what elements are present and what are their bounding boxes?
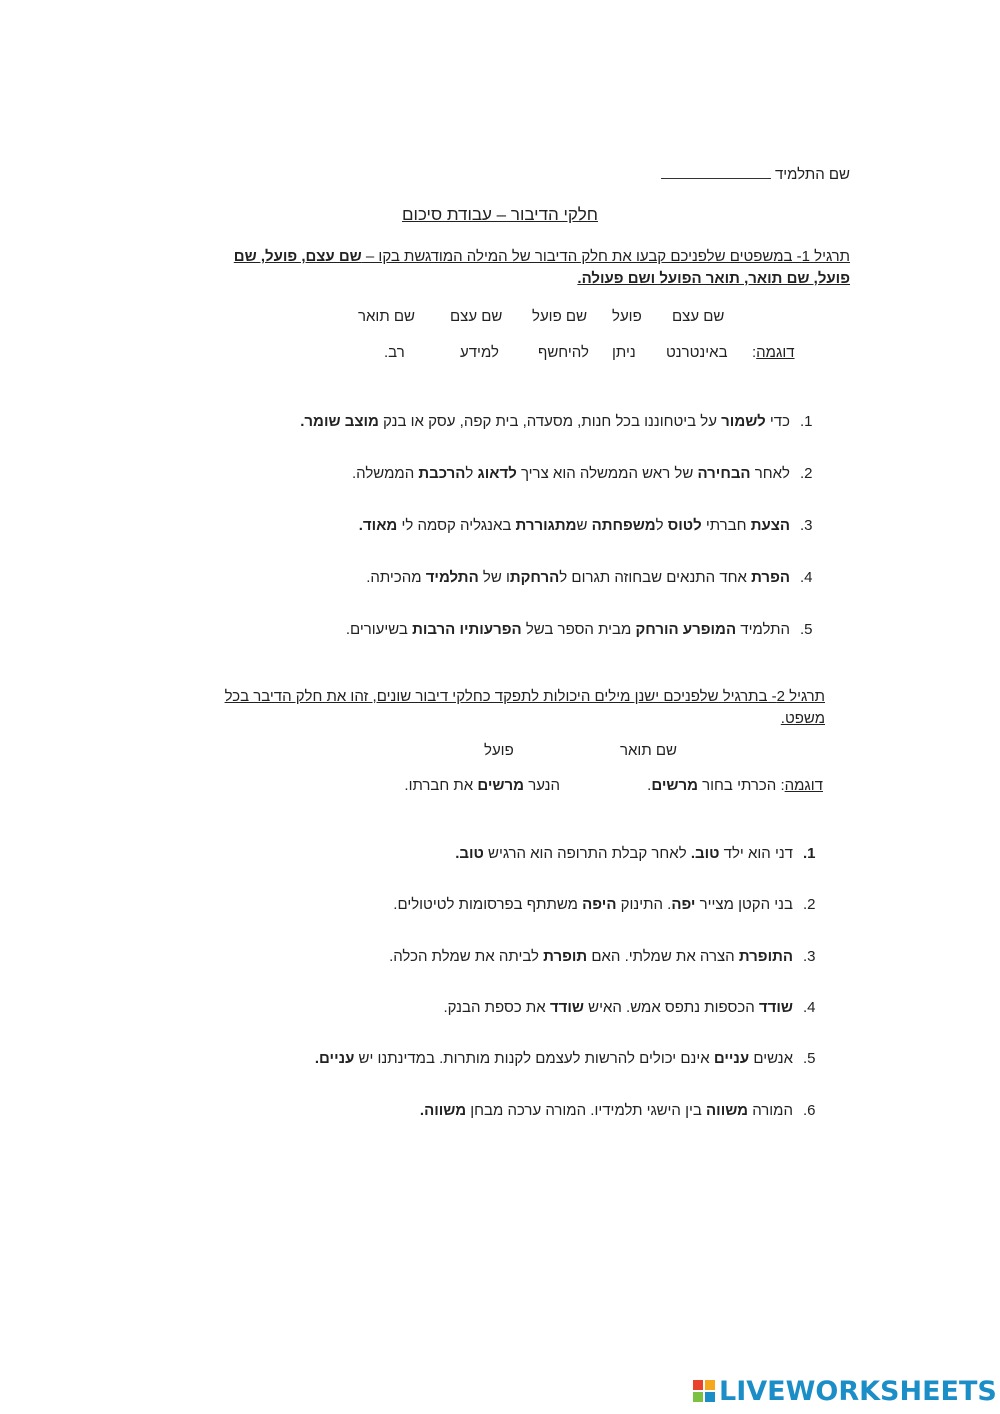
exercise2-item-text: הצרה את שמלתי. האם: [587, 948, 739, 965]
exercise1-example-word-1: באינטרנט: [666, 344, 728, 361]
exercise1-instructions-plain: תרגיל 1- במשפטים שלפניכם קבעו את חלק הדיבור של המילה המודגשת בקו –: [361, 248, 850, 265]
exercise1-item-text: לאחר: [750, 465, 790, 482]
exercise1-item-highlighted-word: הצעת: [750, 517, 790, 534]
exercise2-item: [183, 948, 823, 965]
exercise1-example-header-4: שם עצם: [450, 308, 503, 325]
liveworksheets-logo: [693, 1376, 997, 1406]
exercise1-item-number: 2.: [800, 465, 813, 482]
liveworksheets-brand: LIVEWORKSHEETS: [719, 1375, 997, 1407]
exercise1-item-text: התלמיד: [736, 621, 790, 638]
exercise2-item-highlighted-word: יפה: [671, 896, 696, 913]
exercise2-item-text: . התינוק: [616, 896, 672, 913]
exercise1-item-text: מבית הספר בשל: [521, 621, 636, 638]
exercise1-item-text: הממשלה.: [351, 465, 419, 482]
exercise1-example-header-2: פועל: [612, 308, 642, 325]
exercise1-item-highlighted-word: משפחתה: [591, 517, 656, 534]
exercise1-example-label-wrap: דוגמה:: [752, 344, 795, 361]
exercise1-item-highlighted-word: הפרת: [751, 569, 790, 586]
exercise1-instructions-line2: [160, 268, 850, 290]
exercise1-item-highlighted-word: מתגוררת: [515, 517, 577, 534]
exercise2-item-text: אנשים: [749, 1050, 793, 1067]
exercise1-item-number: 1.: [800, 413, 813, 430]
exercise1-item-text: כדי: [765, 413, 790, 430]
exercise1-item-text: באנגליה קסמה לי: [397, 517, 516, 534]
exercise1-item: [180, 517, 820, 534]
student-name-row: [450, 166, 850, 183]
exercise1-instructions-line1: [160, 246, 850, 268]
exercise1-item-highlighted-word: מוצב שומר.: [300, 413, 379, 430]
exercise1-item-text: בשיעורים.: [345, 621, 413, 638]
exercise1-example-header-1: שם עצם: [672, 308, 725, 325]
exercise1-item-highlighted-word: לשמור: [721, 413, 766, 430]
logo-square-red: [693, 1380, 703, 1390]
exercise1-item-text: על ביטחוננו בכל חנות, מסעדה, בית קפה, עסק או בנק: [378, 413, 722, 430]
exercise2-example-s2-plain: הנער: [524, 777, 560, 794]
exercise2-item-text: בני הקטן מצייר: [695, 896, 793, 913]
exercise1-item: [180, 465, 820, 482]
exercise1-item-highlighted-word: מאוד.: [358, 517, 398, 534]
exercise1-item-highlighted-word: המופרע הורחק: [635, 621, 737, 638]
exercise2-example-sentence2: [404, 777, 560, 794]
exercise1-example-word-5: רב.: [384, 344, 405, 361]
exercise2-example-label: דוגמה: [784, 777, 823, 794]
exercise2-instructions: [145, 686, 825, 730]
exercise1-item-highlighted-word: הפרעותיו הרבות: [412, 621, 522, 638]
exercise1-item-text: ו של: [478, 569, 510, 586]
exercise2-item-highlighted-word: משווה: [706, 1102, 749, 1119]
exercise2-instructions-line1: תרגיל 2- בתרגיל שלפניכם ישנן מילים היכולות לתפקד כחלקי דיבור שונים, זהו את חלק הדיבר בכל: [224, 688, 825, 705]
exercise1-item-highlighted-word: הרחקת: [509, 569, 560, 586]
exercise2-item-text: לביתה את שמלת הכלה.: [389, 948, 544, 965]
exercise1-item-text: ל: [655, 517, 668, 534]
exercise1-item-highlighted-word: הבחירה: [697, 465, 751, 482]
student-name-field[interactable]: [661, 166, 771, 179]
exercise2-item-text: משתתף בפרסומות לטיטולים.: [393, 896, 583, 913]
exercise1-item-text: של ראש הממשלה הוא צריך: [516, 465, 698, 482]
exercise1-item: [180, 621, 820, 638]
exercise2-item-highlighted-word: טוב.: [455, 845, 484, 862]
exercise2-item-highlighted-word: שודד: [549, 999, 584, 1016]
exercise1-example-word-4: למידע: [460, 344, 499, 361]
exercise2-example-s2-bold: מרשים: [477, 777, 525, 794]
exercise2-item-text: בין הישגי תלמידיו. המורה ערכה מבחן: [466, 1102, 707, 1119]
exercise2-item-number: 4.: [803, 999, 816, 1016]
exercise2-item-highlighted-word: תופרת: [543, 948, 588, 965]
exercise2-item: [183, 1102, 823, 1119]
exercise1-example-label: דוגמה: [756, 344, 795, 361]
exercise2-item-text: את כספת הבנק.: [443, 999, 550, 1016]
exercise1-instructions-bold1: שם עצם, פועל, שם: [233, 248, 362, 265]
exercise1-item-highlighted-word: התלמיד: [425, 569, 479, 586]
exercise2-example-s2-end: את חברתו.: [404, 777, 478, 794]
exercise2-example-s1-plain: : הכרתי בחור: [697, 777, 785, 794]
logo-square-green: [693, 1392, 703, 1402]
exercise2-item-number: 6.: [803, 1102, 816, 1119]
exercise2-item-highlighted-word: עניים: [713, 1050, 750, 1067]
exercise2-item: [183, 1050, 823, 1067]
exercise2-item-text: אינם יכולים להרשות לעצמם לקנות מותרות. במדינתנו יש: [354, 1050, 714, 1067]
exercise1-example-word-2: ניתן: [612, 344, 636, 361]
page-title: חלקי הדיבור – עבודת סיכום: [402, 205, 598, 224]
exercise1-instructions-bold2: פועל, שם תואר, תואר הפועל ושם פעולה.: [577, 270, 850, 287]
exercise2-item-text: הכספות נתפס אמש. האיש: [583, 999, 759, 1016]
logo-square-blue: [705, 1392, 715, 1402]
exercise2-item-number: 3.: [803, 948, 816, 965]
exercise2-instructions-line2: משפט.: [780, 710, 825, 727]
exercise1-item: [180, 569, 820, 586]
exercise1-example-word-3: להיחשף: [538, 344, 589, 361]
exercise2-item: [183, 999, 823, 1016]
exercise1-item-text: מהכיתה.: [366, 569, 426, 586]
exercise2-item-number: 1.: [803, 845, 816, 862]
exercise2-item-number: 5.: [803, 1050, 816, 1067]
logo-square-orange: [705, 1380, 715, 1390]
exercise2-item: [183, 896, 823, 913]
exercise2-item: [183, 845, 823, 862]
liveworksheets-logo-icon: [693, 1380, 715, 1402]
student-name-label: שם התלמיד: [774, 166, 850, 183]
exercise1-item-highlighted-word: לטוס: [667, 517, 702, 534]
exercise1-item-number: 4.: [800, 569, 813, 586]
exercise1-item-text: אחד התנאים שבחוזה תגרום ל: [559, 569, 752, 586]
exercise1-item-highlighted-word: הרכבת: [418, 465, 466, 482]
exercise2-item-highlighted-word: שודד: [758, 999, 793, 1016]
exercise1-item-number: 5.: [800, 621, 813, 638]
exercise1-item-text: ל: [465, 465, 478, 482]
exercise2-item-highlighted-word: היפה: [582, 896, 617, 913]
exercise2-item-number: 2.: [803, 896, 816, 913]
exercise2-example-header-2: פועל: [484, 742, 514, 759]
exercise1-item: [180, 413, 820, 430]
exercise2-example-s1-end: .: [647, 777, 652, 794]
exercise1-example-header-5: שם תואר: [358, 308, 415, 325]
exercise2-item-highlighted-word: התופרת: [738, 948, 793, 965]
exercise2-example-header-1: שם תואר: [620, 742, 677, 759]
exercise2-item-text: לאחר קבלת התרופה הוא הרגיש: [483, 845, 691, 862]
exercise1-item-number: 3.: [800, 517, 813, 534]
exercise2-item-highlighted-word: עניים.: [314, 1050, 355, 1067]
exercise2-example-sentence1: [647, 777, 823, 794]
exercise1-item-text: חברתי: [701, 517, 751, 534]
exercise2-item-text: המורה: [748, 1102, 793, 1119]
exercise1-item-highlighted-word: לדאוג: [477, 465, 517, 482]
exercise2-item-highlighted-word: טוב.: [690, 845, 720, 862]
exercise1-item-text: ש: [576, 517, 592, 534]
exercise1-instructions: [160, 246, 850, 290]
exercise2-item-highlighted-word: משווה.: [419, 1102, 467, 1119]
exercise2-example-s1-bold: מרשים: [651, 777, 698, 794]
exercise2-item-text: דני הוא ילד: [719, 845, 793, 862]
exercise1-example-header-3: שם פועל: [532, 308, 588, 325]
